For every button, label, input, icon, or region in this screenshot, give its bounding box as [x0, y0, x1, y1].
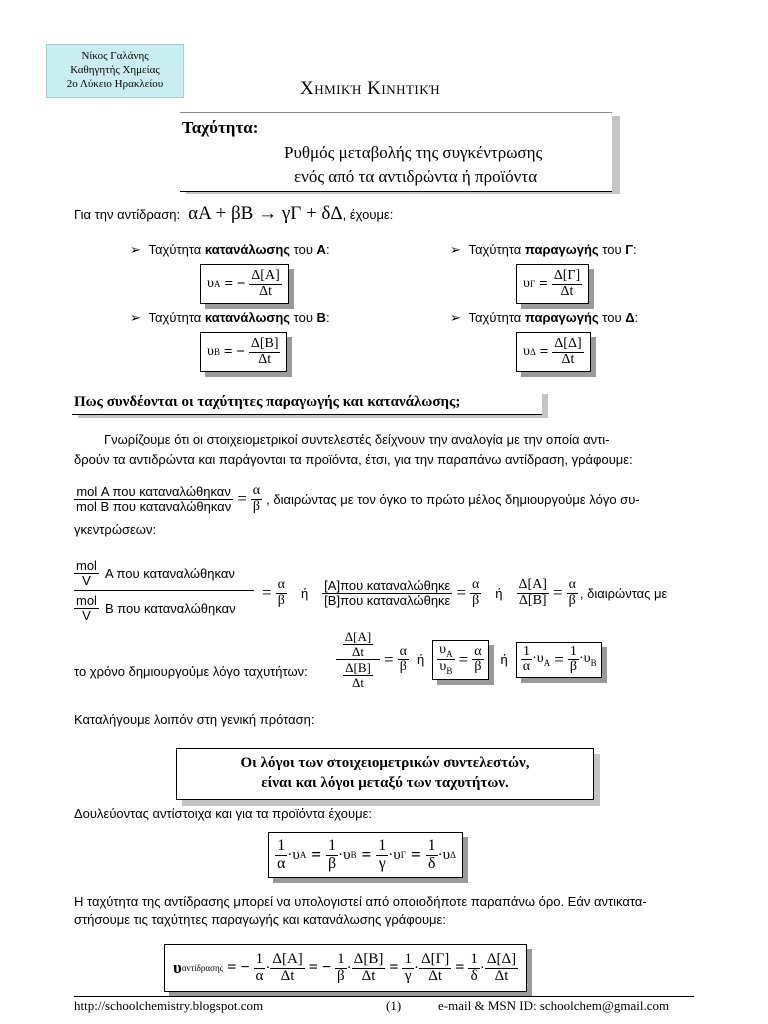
- eq5-lhs: υ: [173, 958, 182, 977]
- rate-formula-box-2: [200, 332, 287, 372]
- rate-species: Δ: [625, 310, 635, 325]
- rate-end: :: [633, 242, 637, 257]
- eq3-top-num: Δ[Α]: [344, 629, 372, 644]
- eq3-or-1: ή: [416, 652, 425, 668]
- eq4-fraction: [326, 838, 338, 873]
- author-role: Καθηγητής Χημείας: [70, 64, 160, 76]
- eq2-bot-text: Β που καταναλώθηκαν: [104, 600, 236, 616]
- eq2-delta-den: Δ[Β]: [518, 592, 547, 608]
- eq4-rate: υ: [343, 846, 351, 863]
- rate-symbol-sub: Β: [213, 347, 220, 357]
- eq3-box-1: $\frac{\upsilon_A}{\upsilon_B}$ = $\frac{\alpha}{\beta}$: [432, 640, 488, 679]
- rate-symbol: υ: [207, 344, 214, 359]
- rate-formula-box-1: [516, 264, 589, 304]
- eq5-one: 1: [470, 950, 478, 967]
- arrow-bullet-icon: ➢: [450, 242, 465, 257]
- heading2-shadow-right: [542, 394, 548, 418]
- rate-symbol-sub: Α: [213, 279, 221, 289]
- eq2-beta-2: β: [472, 592, 480, 608]
- eq2-delta-num: Δ[Α]: [518, 577, 547, 592]
- eq5-coefficient: δ: [470, 967, 478, 984]
- eq3-box-2: $\frac{1}{\alpha}$ $\cdot\upsilon_A$ = $\frac{1}{\beta}$ $\cdot\upsilon_B$: [516, 642, 602, 678]
- rate-prefix: Ταχύτητα: [148, 310, 205, 325]
- eq3-box2-vb: υ: [583, 651, 591, 667]
- eq5-one: 1: [255, 950, 264, 967]
- rate-denominator: Δt: [561, 351, 575, 367]
- eq4-one: 1: [328, 836, 337, 854]
- eq3-bot-num: Δ[Β]: [345, 660, 371, 676]
- eq5-delta-den: Δt: [361, 967, 376, 984]
- eq5-sign: =: [389, 959, 399, 976]
- eq3-one-1: 1: [522, 643, 530, 659]
- eq2-conc-den: [Β]που καταναλώθηκε: [324, 592, 451, 608]
- rate-of: του: [598, 242, 626, 257]
- eq3-box2-vb-sub: Β: [590, 658, 597, 669]
- eq5-sign: = −: [227, 959, 250, 976]
- paragraph-2-line-2: στήσουμε τις ταχύτητες παραγωγής και κατανάλωσης γράφουμε:: [74, 912, 446, 927]
- rate-label-3: [450, 310, 638, 326]
- eq4-equals: =: [361, 845, 372, 864]
- eq3-box-alpha: α: [474, 643, 482, 659]
- equation-concentration-ratio: [74, 556, 696, 628]
- conclusion-line-1: Οι λόγοι των στοιχειομετρικών συντελεστών,: [240, 755, 530, 771]
- rate-symbol-sub: Δ: [529, 347, 536, 357]
- eq4-coefficient: β: [328, 854, 337, 872]
- rate-label-2: [130, 310, 330, 326]
- eq3-lead: το χρόνο δημιουργούμε λόγο ταχυτήτων:: [74, 664, 308, 679]
- author-name: Νίκος Γαλάνης: [81, 50, 149, 62]
- rate-denominator: Δt: [560, 283, 574, 299]
- eq1-numerator: mol Α που καταναλώθηκαν: [76, 484, 231, 500]
- eq4-fraction: [376, 838, 388, 873]
- eq5-delta-num: Δ[Δ]: [486, 950, 517, 967]
- equation-reaction-rate: [164, 944, 527, 992]
- eq4-dot: ·: [437, 846, 443, 863]
- eq3-or-2: ή: [500, 652, 508, 668]
- eq4-rate-sub: Γ: [400, 850, 406, 860]
- rate-end: :: [325, 310, 330, 325]
- definition-line-1: Ρυθμός μεταβολής της συγκέντρωσης: [284, 143, 543, 162]
- rate-prefix: Ταχύτητα: [148, 242, 205, 257]
- rate-of: του: [290, 242, 317, 257]
- rate-end: :: [325, 242, 330, 257]
- equation-general-ratio: [268, 832, 463, 878]
- eq4-one: 1: [378, 836, 387, 854]
- eq5-delta-fraction: [419, 952, 451, 985]
- eq5-coefficient: γ: [404, 967, 412, 984]
- eq2-alpha-2: α: [471, 577, 480, 592]
- equation-mol-ratio: $\frac{\text{mol Α που καταναλώθηκαν}}{\text{mol Β που καταναλώθηκαν}}$ = $\frac{\alpha}{\beta}$ , διαιρώντας με τον όγκο το πρώτο μέλος δημιουργούμε λόγο συ-: [76, 483, 640, 514]
- document-title: Χημική Κινητική: [300, 78, 441, 99]
- rate-kind: κατανάλωσης: [204, 242, 291, 257]
- eq3-box-beta: β: [474, 659, 482, 675]
- eq2-equals-3: =: [552, 583, 563, 603]
- eq2-top-text: Α που καταναλώθηκαν: [104, 565, 235, 581]
- eq1-denominator: mol Β που καταναλώθηκαν: [76, 498, 232, 514]
- rate-prefix: Ταχύτητα: [468, 310, 525, 325]
- rate-kind: παραγωγής: [524, 242, 599, 257]
- eq5-sign: =: [455, 959, 465, 976]
- eq2-or-1: ή: [300, 585, 309, 601]
- author-box: [46, 44, 184, 98]
- rate-label-0: [130, 242, 330, 258]
- eq5-coefficient-fraction: [402, 952, 414, 985]
- eq2-or-2: ή: [495, 585, 503, 601]
- arrow-bullet-icon: ➢: [450, 310, 465, 325]
- eq1-rhs-den: β: [252, 498, 261, 514]
- footer-email[interactable]: e-mail & MSN ID: schoolchem@gmail.com: [438, 998, 670, 1013]
- section-heading: Πως συνδέονται οι ταχύτητες παραγωγής και κατανάλωσης;: [74, 394, 461, 410]
- eq5-sign: = −: [308, 959, 332, 976]
- eq1-rhs-num: α: [252, 483, 261, 498]
- definition-line-2: ενός από τα αντιδρώντα ή προϊόντα: [294, 167, 538, 186]
- eq3-alpha: α: [399, 643, 407, 659]
- eq4-fraction: [275, 838, 287, 873]
- eq4-equals: =: [410, 845, 421, 864]
- eq5-delta-den: Δt: [280, 967, 295, 984]
- eq3-va: υ: [439, 642, 447, 658]
- eq4-fraction: [426, 838, 438, 873]
- eq3-box2-va: υ: [536, 651, 544, 667]
- rate-symbol-sub: Γ: [529, 279, 536, 289]
- eq2-bot-mol: mol: [76, 592, 97, 608]
- eq3-vb-sub: Β: [446, 666, 453, 677]
- eq5-coefficient: β: [337, 967, 345, 984]
- arrow-bullet-icon: ➢: [130, 310, 145, 325]
- reaction-suffix: , έχουμε:: [342, 207, 394, 222]
- eq5-delta-fraction: [270, 952, 304, 985]
- eq5-one: 1: [404, 950, 412, 967]
- eq4-coefficient: α: [277, 854, 286, 872]
- eq2-alpha-3: α: [568, 577, 576, 592]
- footer-rule: [74, 996, 694, 997]
- eq3-beta: β: [399, 659, 407, 675]
- eq3-bot-den: Δt: [352, 674, 364, 690]
- paragraph-2-line-1: Η ταχύτητα της αντίδρασης μπορεί να υπολογιστεί από οποιοδήποτε παραπάνω όρο. Εάν αντικατα-: [74, 894, 647, 909]
- eq2-tail: , διαιρώντας με: [579, 585, 668, 601]
- rate-sign: = −: [223, 343, 245, 360]
- eq5-coefficient: α: [255, 967, 264, 984]
- eq3-one-2: 1: [569, 643, 577, 659]
- eq4-rate-sub: Δ: [450, 850, 456, 860]
- rate-numerator: Δ[Γ]: [553, 267, 581, 283]
- footer-page-number: (1): [386, 998, 402, 1013]
- rate-species: Γ: [625, 242, 634, 257]
- conclusion-intro: Καταλήγουμε λοιπόν στη γενική πρόταση:: [74, 712, 315, 727]
- eq2-top-mol: mol: [76, 557, 97, 573]
- eq2-alpha-1: α: [277, 577, 285, 592]
- rate-denominator: Δt: [259, 283, 272, 299]
- rate-of: του: [290, 310, 317, 325]
- eq5-dot: ·: [479, 959, 485, 976]
- eq2-conc-num: [Α]που καταναλώθηκε: [324, 578, 451, 594]
- rate-symbol: υ: [207, 276, 214, 291]
- conclusion-line-2: είναι και λόγοι μεταξύ των ταχυτήτων.: [261, 775, 509, 791]
- eq4-coefficient: γ: [378, 854, 386, 872]
- rate-label-1: [450, 242, 637, 258]
- conclusion-box: [176, 748, 594, 800]
- eq5-delta-den: Δt: [428, 967, 443, 984]
- eq3-den-alpha: α: [522, 659, 531, 675]
- paragraph-1-line-2: δρούν τα αντιδρώντα και παράγονται τα προϊόντα, έτσι, για την παραπάνω αντίδραση, γράφουμε:: [74, 452, 633, 467]
- paragraph-1-line-1: Γνωρίζουμε ότι οι στοιχειομετρικοί συντελεστές δείχνουν την αναλογία με την οποία αντι-: [104, 432, 610, 447]
- products-intro: Δουλεύοντας αντίστοιχα και για τα προϊόντα έχουμε:: [74, 806, 372, 821]
- eq4-one: 1: [277, 836, 286, 854]
- eq4-coefficient: δ: [427, 854, 436, 872]
- eq5-delta-num: Δ[Γ]: [420, 950, 450, 967]
- eq3-den-beta: β: [569, 659, 577, 675]
- rate-kind: παραγωγής: [524, 310, 599, 325]
- rate-numerator: Δ[Α]: [251, 267, 280, 283]
- eq2-bot-v: V: [82, 607, 91, 623]
- eq5-dot: ·: [346, 959, 352, 976]
- equation-rate-ratio: το χρόνο δημιουργούμε λόγο ταχυτήτων: $\frac{\Delta[A]}{\Delta t}$ $\frac{\Delta[B]}{\Delta t}$ = $\frac{\alpha}{\beta}$ ή $\frac{\upsilon_A}{\upsilon_B}$ = $\frac{\alpha}{\beta}$ ή $\frac{1}{\alpha}$ $\cdot\upsilon_A$ = $\frac{1}{\beta}$ $\cdot\upsilon_B$: [74, 630, 696, 710]
- rate-kind: κατανάλωσης: [204, 310, 291, 325]
- eq5-delta-fraction: [352, 952, 386, 985]
- rate-formula-box-3: [516, 332, 591, 372]
- rate-fraction: [552, 337, 583, 367]
- rate-denominator: Δt: [258, 351, 272, 367]
- rate-end: :: [634, 310, 639, 325]
- eq2-top-v: V: [82, 572, 91, 588]
- rate-sign: =: [539, 343, 549, 360]
- eq5-lhs-sub: αντίδρασης: [181, 963, 224, 973]
- arrow-bullet-icon: ➢: [130, 242, 145, 257]
- rate-fraction: [249, 337, 281, 367]
- eq4-rate: υ: [393, 846, 401, 863]
- rate-sign: = −: [224, 275, 246, 292]
- eq5-dot: ·: [413, 959, 419, 976]
- eq4-rate: υ: [292, 846, 300, 863]
- eq4-rate: υ: [442, 846, 451, 863]
- reaction-equation: αΑ + βΒ → γΓ + δΔ: [188, 203, 343, 224]
- eq1-tail-2: γκεντρώσεων:: [74, 522, 157, 537]
- rate-prefix: Ταχύτητα: [468, 242, 525, 257]
- eq5-delta-fraction: [485, 952, 518, 985]
- reaction-line: [74, 203, 393, 225]
- eq4-dot: ·: [338, 846, 344, 863]
- eq4-equals: =: [311, 845, 322, 864]
- author-school: 2ο Λύκειο Ηρακλείου: [66, 78, 164, 90]
- eq2-beta-3: β: [568, 592, 576, 608]
- eq5-coefficient-fraction: [335, 952, 347, 985]
- eq2-equals-1: =: [262, 583, 272, 603]
- eq5-one: 1: [337, 950, 345, 967]
- rate-formula-box-0: [200, 264, 289, 304]
- rate-sign: =: [539, 275, 548, 292]
- definition-box-shadow: [612, 116, 620, 194]
- eq4-rate-sub: Α: [299, 850, 307, 860]
- rate-symbol: υ: [523, 276, 530, 291]
- eq3-top-den: Δt: [352, 643, 364, 659]
- rate-numerator: Δ[Β]: [250, 335, 279, 351]
- rate-symbol: υ: [523, 344, 530, 359]
- eq5-delta-num: Δ[Α]: [272, 950, 303, 967]
- eq2-equals-2: =: [456, 583, 466, 603]
- eq4-dot: ·: [388, 846, 394, 863]
- eq4-dot: ·: [287, 846, 293, 863]
- definition-label: Ταχύτητα:: [182, 118, 259, 137]
- eq2-beta-1: β: [277, 592, 285, 608]
- rate-fraction: [552, 269, 582, 299]
- rate-of: του: [598, 310, 626, 325]
- rate-numerator: Δ[Δ]: [554, 335, 582, 351]
- footer-blog-link[interactable]: http://schoolchemistry.blogspot.com: [74, 998, 264, 1013]
- eq5-dot: ·: [265, 959, 271, 976]
- rate-species: Α: [316, 242, 326, 257]
- rate-fraction: [249, 269, 281, 299]
- eq5-coefficient-fraction: [253, 952, 265, 985]
- reaction-intro: Για την αντίδραση:: [74, 207, 181, 222]
- eq5-delta-num: Δ[Β]: [353, 950, 384, 967]
- eq3-vb: υ: [439, 659, 447, 675]
- eq5-coefficient-fraction: [468, 952, 480, 985]
- eq3-box2-va-sub: Α: [543, 658, 551, 669]
- eq4-one: 1: [427, 836, 436, 854]
- eq1-tail: , διαιρώντας με τον όγκο το πρώτο μέλος δημιουργούμε λόγο συ-: [266, 491, 640, 507]
- eq5-delta-den: Δt: [494, 967, 509, 984]
- eq4-rate-sub: Β: [350, 850, 357, 860]
- eq3-va-sub: Α: [446, 648, 453, 659]
- rate-species: Β: [316, 310, 326, 325]
